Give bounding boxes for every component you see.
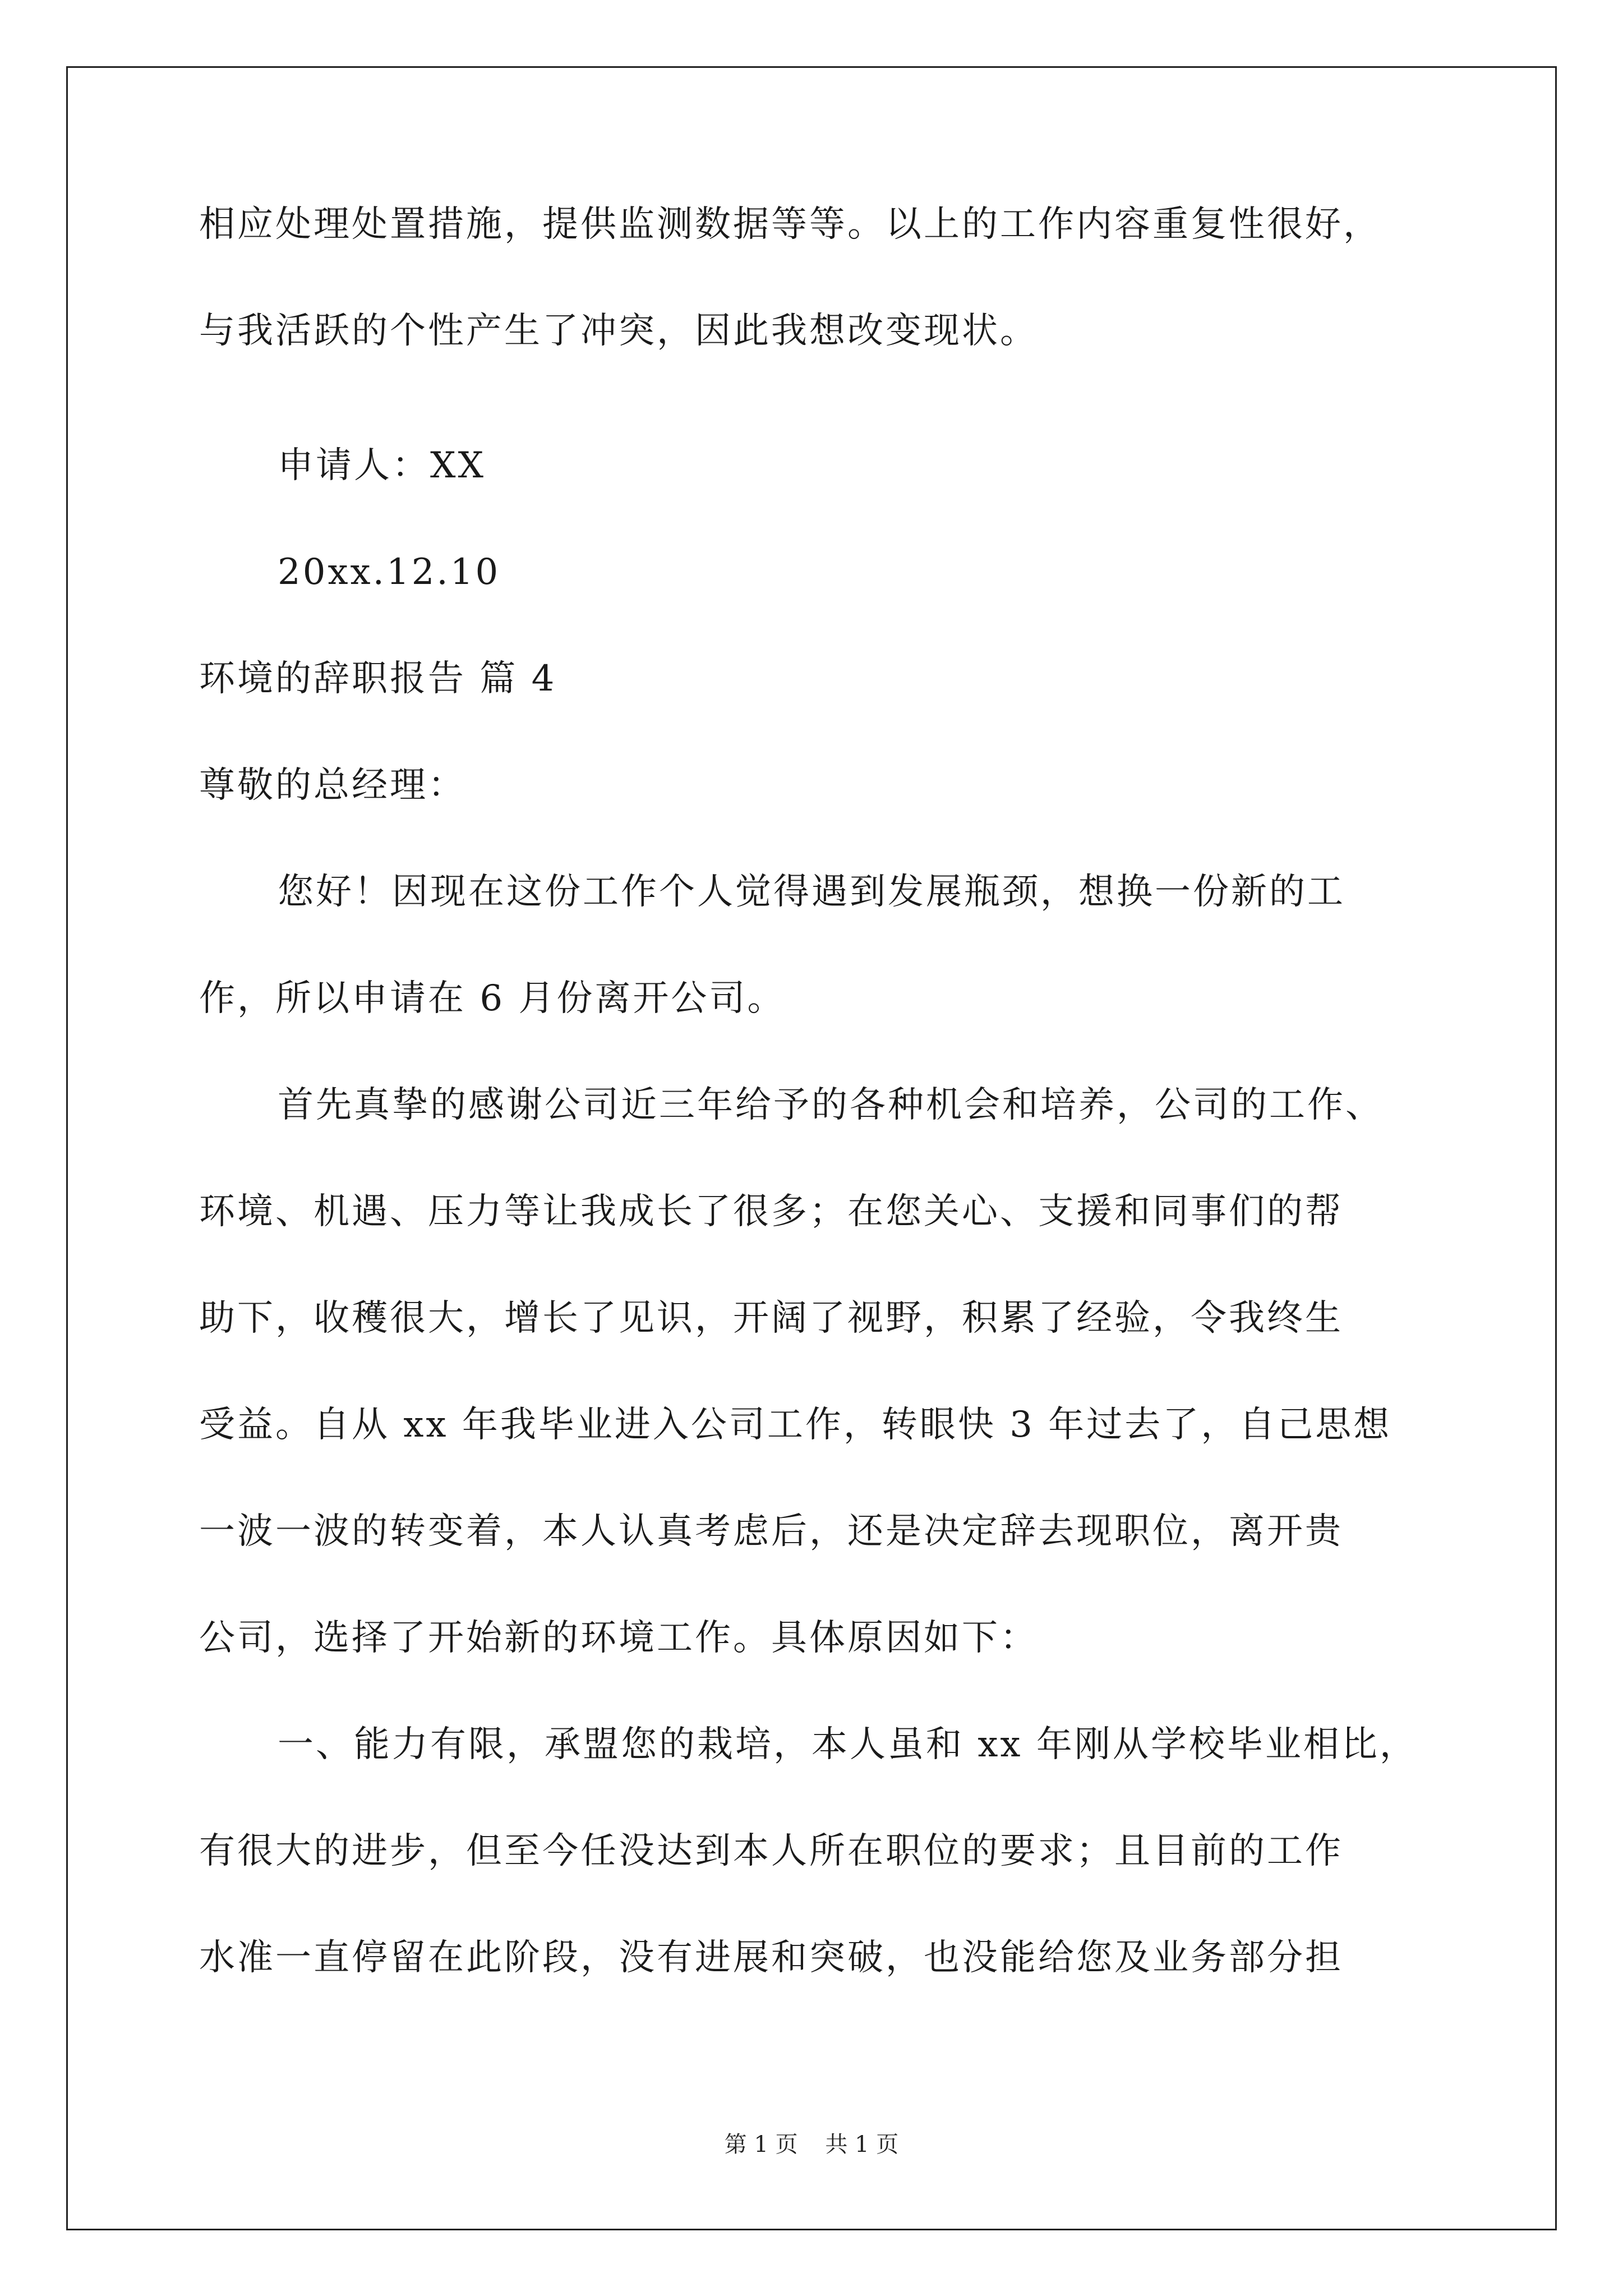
text-line-14: 公司，选择了开始新的环境工作。具体原因如下： xyxy=(199,1617,1038,1659)
text-line-9: 首先真挚的感谢公司近三年给予的各种机会和培养，公司的工作、 xyxy=(278,1084,1384,1126)
section-title: 环境的辞职报告 篇 4 xyxy=(199,658,557,700)
text-line-15: 一、能力有限，承盟您的栽培，本人虽和 xx 年刚从学校毕业相比， xyxy=(278,1724,1418,1765)
text-line-12: 受益。自从 xx 年我毕业进入公司工作，转眼快 3 年过去了，自己思想 xyxy=(199,1404,1392,1446)
text-line-10: 环境、机遇、压力等让我成长了很多；在您关心、支援和同事们的帮 xyxy=(199,1191,1343,1232)
applicant-line: 申请人：XX xyxy=(278,445,486,486)
text-line-16: 有很大的进步，但至今任没达到本人所在职位的要求；且目前的工作 xyxy=(199,1830,1343,1872)
page-number: 第 1 页 xyxy=(724,2132,798,2157)
text-line-8: 作，所以申请在 6 月份离开公司。 xyxy=(199,978,786,1019)
page-footer xyxy=(0,2131,1623,2159)
text-line-11: 助下，收穫很大，增长了见识，开阔了视野，积累了经验，令我终生 xyxy=(199,1297,1343,1339)
text-line-7: 您好！因现在这份工作个人觉得遇到发展瓶颈，想换一份新的工 xyxy=(278,871,1345,913)
salutation: 尊敬的总经理： xyxy=(199,765,466,806)
date-line: 20xx.12.10 xyxy=(278,551,501,593)
text-line-17: 水准一直停留在此阶段，没有进展和突破，也没能给您及业务部分担 xyxy=(199,1937,1343,1978)
text-line-2: 与我活跃的个性产生了冲突，因此我想改变现状。 xyxy=(199,310,1038,352)
page-count: 共 1 页 xyxy=(825,2132,899,2157)
text-line-1: 相应处理处置措施，提供监测数据等等。以上的工作内容重复性很好， xyxy=(199,204,1381,245)
text-line-13: 一波一波的转变着，本人认真考虑后，还是决定辞去现职位，离开贵 xyxy=(199,1511,1343,1552)
page-border xyxy=(66,66,1557,2230)
